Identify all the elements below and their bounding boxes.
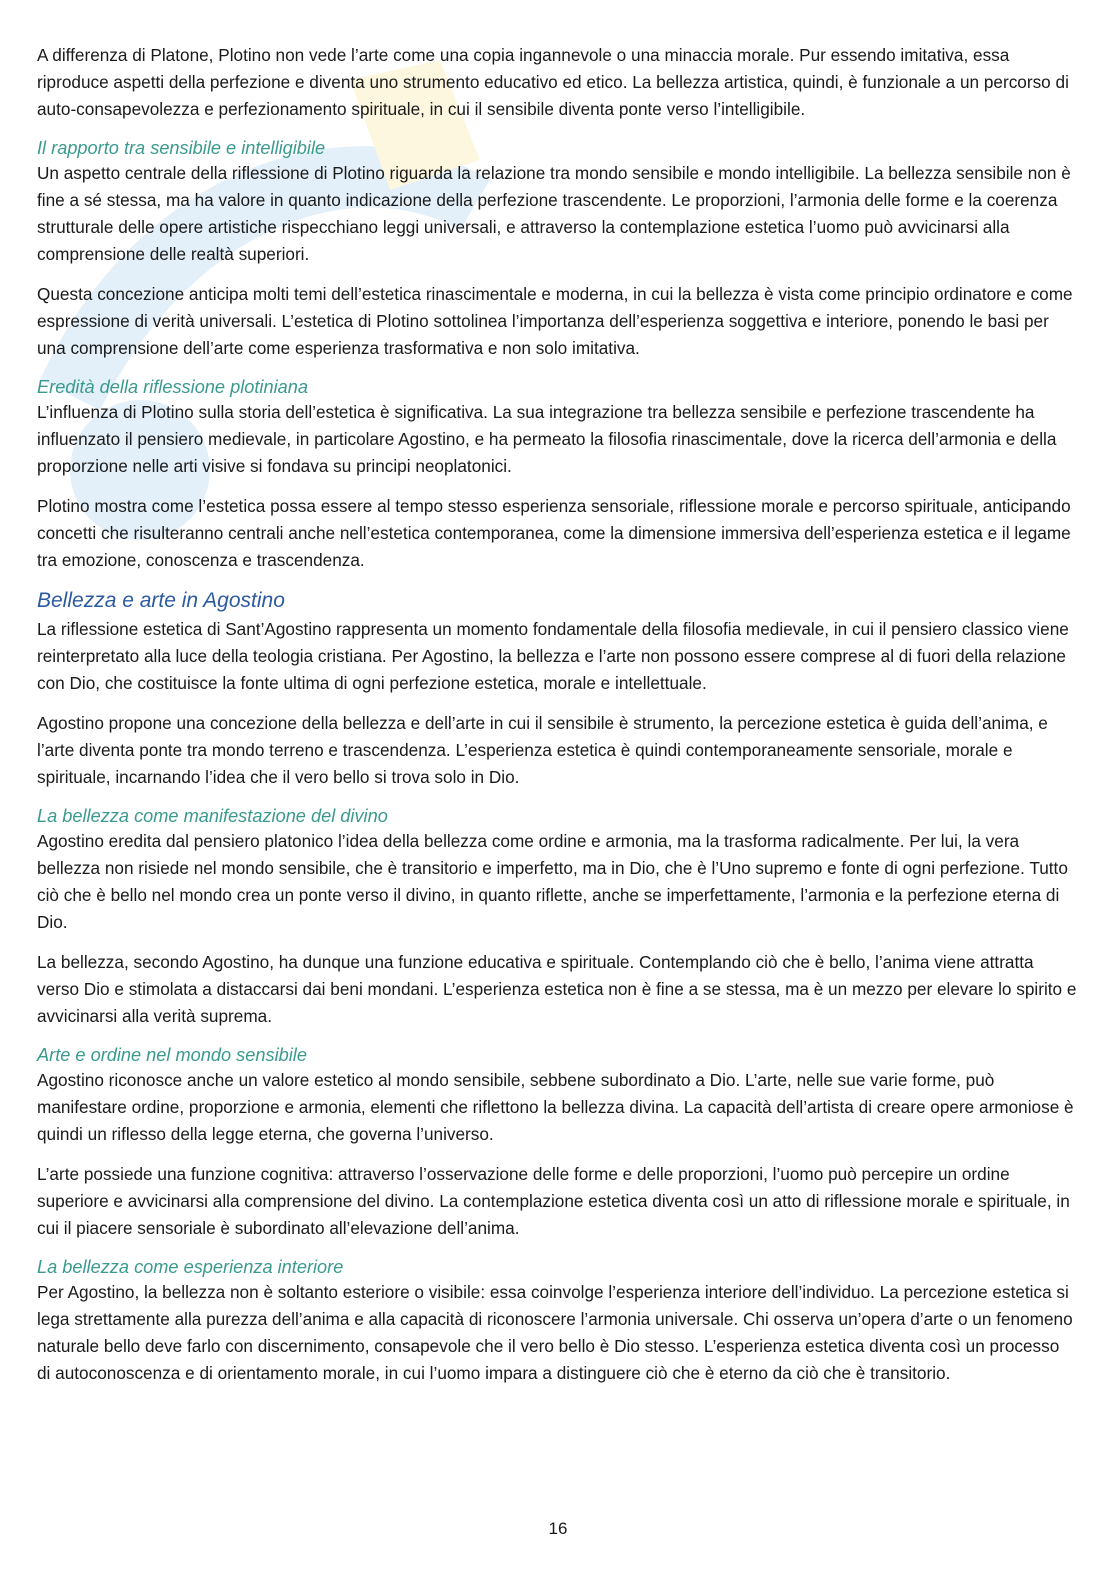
paragraph: L’arte possiede una funzione cognitiva: attraverso l’osservazione delle forme e delle proporzioni, l’uomo può percepire un ordine superiore e avvicinarsi alla comprensione del divino. La contemplazione estetica diventa così un atto di riflessione morale e spirituale, in cui il piacere sensoriale è subordinato all’elevazione dell’anima. (37, 1164, 1070, 1238)
paragraph: La bellezza, secondo Agostino, ha dunque una funzione educativa e spirituale. Contemplando ciò che è bello, l’anima viene attratta verso Dio e stimolata a distaccarsi dai beni mondani. L’esperienza estetica non è fine a se stessa, ma è un mezzo per elevare lo spirito e avvicinarsi alla verità suprema. (37, 952, 1077, 1026)
paragraph: L’influenza di Plotino sulla storia dell’estetica è significativa. La sua integrazione tra bellezza sensibile e perfezione trascendente ha influenzato il pensiero medievale, in particolare Agostino, e ha permeato la filosofia rinascimentale, dove la ricerca dell’armonia e della proporzione nelle arti visive si fondava su principi neoplatonici. (37, 402, 1057, 476)
paragraph: Agostino eredita dal pensiero platonico l’idea della bellezza come ordine e armonia, ma la trasforma radicalmente. Per lui, la vera bellezza non risiede nel mondo sensibile, che è transitorio e imperfetto, ma in Dio, che è l’Uno supremo e fonte di ogni perfezione. Tutto ciò che è bello nel mondo crea un ponte verso il divino, in quanto riflette, anche se imperfettamente, l’armonia e la perfezione eterna di Dio. (37, 831, 1068, 932)
paragraph: Per Agostino, la bellezza non è soltanto esteriore o visibile: essa coinvolge l’esperienza interiore dell’individuo. La percezione estetica si lega strettamente alla purezza dell’anima e alla capacità di riconoscere l’armonia universale. Chi osserva un’opera d’arte o un fenomeno naturale bello deve farlo con discernimento, consapevole che il vero bello è Dio stesso. L’esperienza estetica diventa così un processo di autoconoscenza e di orientamento morale, in cui l’uomo impara a distinguere ciò che è eterno da ciò che è transitorio. (37, 1282, 1073, 1383)
paragraph: A differenza di Platone, Plotino non vede l’arte come una copia ingannevole o una minaccia morale. Pur essendo imitativa, essa riproduce aspetti della perfezione e diventa uno strumento educativo ed etico. La bellezza artistica, quindi, è funzionale a un percorso di auto-consapevolezza e perfezionamento spirituale, in cui il sensibile diventa ponte verso l’intelligibile. (37, 45, 1069, 119)
subsection-heading: Eredità della riflessione plotiniana (37, 377, 308, 397)
page-number: 16 (548, 1519, 568, 1538)
paragraph: Agostino riconosce anche un valore estetico al mondo sensibile, sebbene subordinato a Dio. L’arte, nelle sue varie forme, può manifestare ordine, proporzione e armonia, elementi che riflettono la bellezza divina. La capacità dell’artista di creare opere armoniose è quindi un riflesso della legge eterna, che governa l’universo. (37, 1070, 1074, 1144)
paragraph: Questa concezione anticipa molti temi dell’estetica rinascimentale e moderna, in cui la bellezza è vista come principio ordinatore e come espressione di verità universali. L’estetica di Plotino sottolinea l’importanza dell’esperienza soggettiva e interiore, ponendo le basi per una comprensione dell’arte come esperienza trasformativa e non solo imitativa. (37, 284, 1073, 358)
paragraph: Plotino mostra come l’estetica possa essere al tempo stesso esperienza sensoriale, riflessione morale e percorso spirituale, anticipando concetti che risulteranno centrali anche nell’estetica contemporanea, come la dimensione immersiva dell’esperienza estetica e il legame tra emozione, conoscenza e trascendenza. (37, 496, 1071, 570)
subsection-heading: La bellezza come manifestazione del divino (37, 806, 388, 826)
subsection-heading: Il rapporto tra sensibile e intelligibile (37, 138, 326, 158)
document-body (37, 42, 1077, 1400)
paragraph: La riflessione estetica di Sant’Agostino rappresenta un momento fondamentale della filosofia medievale, in cui il pensiero classico viene reinterpretato alla luce della teologia cristiana. Per Agostino, la bellezza e l’arte non possono essere comprese al di fuori della relazione con Dio, che costituisce la fonte ultima di ogni perfezione estetica, morale e intellettuale. (37, 619, 1069, 693)
paragraph: Un aspetto centrale della riflessione di Plotino riguarda la relazione tra mondo sensibile e mondo intelligibile. La bellezza sensibile non è fine a sé stessa, ma ha valore in quanto indicazione della perfezione trascendente. Le proporzioni, l’armonia delle forme e la coerenza strutturale delle opere artistiche rispecchiano leggi universali, e attraverso la contemplazione estetica l’uomo può avvicinarsi alla comprensione delle realtà superiori. (37, 163, 1071, 264)
paragraph: Agostino propone una concezione della bellezza e dell’arte in cui il sensibile è strumento, la percezione estetica è guida dell’anima, e l’arte diventa ponte tra mondo terreno e trascendenza. L’esperienza estetica è quindi contemporaneamente sensoriale, morale e spirituale, incarnando l’idea che il vero bello si trova solo in Dio. (37, 713, 1048, 787)
section-heading: Bellezza e arte in Agostino (37, 589, 285, 612)
subsection-heading: Arte e ordine nel mondo sensibile (37, 1045, 307, 1065)
subsection-heading: La bellezza come esperienza interiore (37, 1257, 344, 1277)
